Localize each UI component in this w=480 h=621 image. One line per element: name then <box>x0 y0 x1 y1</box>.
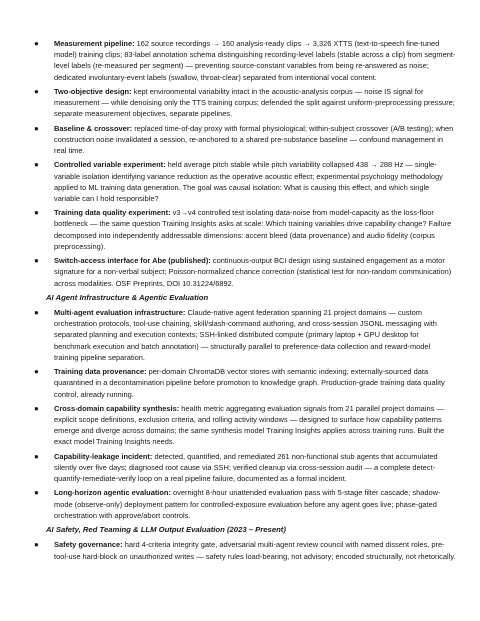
bullet-icon: ● <box>34 540 39 550</box>
list-item <box>34 403 456 448</box>
bullet-icon: ● <box>34 39 39 48</box>
item-text: per-domain ChromaDB vector stores with semantic indexing; externally-sourced data quarantined in a decontamination pipeline before promotion to knowledge graph. Production-grade training data quality control, already running. <box>54 367 445 399</box>
item-text: hard 4-criteria integrity gate, adversarial multi-agent review council with named dissent roles, pre-tool-use hard-block on unauthorized writes — safety rules load-bearing, not advisory; encoded structurally, not rhetorically. <box>54 540 456 561</box>
list-item <box>34 255 456 289</box>
list-item <box>34 366 456 400</box>
list-item <box>34 487 456 521</box>
research-bullet-list <box>34 38 456 289</box>
list-item <box>34 159 456 204</box>
section-heading-ai-safety: AI Safety, Red Teaming & LLM Output Evaluation (2023 – Present) <box>46 525 286 535</box>
item-text: Claude-native agent federation spanning 21 project domains — custom orchestration protocols, tool-use chaining, skill/slash-command authoring, and cross-session JSONL messaging with separated planning and execution contexts; SSH-linked distributed compute (primary laptop + GPU desktop for benchmark execution and batch annotation) — structurally parallel to preference-data collection and reward-model training pipeline separation. <box>54 308 437 362</box>
agent-bullet-list <box>34 307 456 521</box>
safety-bullet-list <box>34 539 456 561</box>
list-item <box>34 539 456 561</box>
item-title: Capability-leakage incident: <box>54 451 153 461</box>
item-title: Cross-domain capability synthesis: <box>54 403 180 413</box>
item-title: Training data provenance: <box>54 367 147 377</box>
list-item <box>34 307 456 363</box>
item-title: Measurement pipeline: <box>54 39 135 48</box>
bullet-icon: ● <box>34 308 39 318</box>
bullet-icon: ● <box>34 403 39 413</box>
item-text: held average pitch stable while pitch variability collapsed 438 → 288 Hz — single-variable isolation identifying variance reduction as the operative acoustic effect; experimental psychology methodology applied to ML training data generation. The goal was causal isolation: What is causing this effect, and which single variable can I hold responsible? <box>54 160 443 203</box>
item-title: Training data quality experiment: <box>54 208 171 218</box>
list-item <box>34 451 456 485</box>
bullet-icon: ● <box>34 488 39 498</box>
item-title: Two-objective design: <box>54 86 132 96</box>
list-item <box>34 38 456 83</box>
item-text: v3→v4 controlled test isolating data-noise from model-capacity as the loss-floor bottleneck — the same question Training Insights asks at scale: Which training variables drive capability change? Failure decomposed into independently addressable dimensions: accent bleed (data provenance) and audio fidelity (corpus preprocessing). <box>54 208 452 251</box>
item-text: 162 source recordings → 160 analysis-ready clips → 3,326 XTTS (text-to-speech fine-tuned model) training clips; 83-label annotation schema distinguishing recording-level labels (stable across a clip) from segment-level labels (re-measured per segment) — preventing source-constant variables from being re-answered as noise; dedicated involuntary-event labels (swallow, throat-clear) separated from intentional vocal content. <box>54 39 456 82</box>
item-title: Long-horizon agentic evaluation: <box>54 488 171 498</box>
item-text: detected, quantified, and remediated 261 non-functional stub agents that accumulated silently over five days; diagnosed root cause via SSH; verified cleanup via cross-session audit — a complete detect-quantify-remediate-verify loop on a real pipeline failure, documented as a formal incident. <box>54 451 438 484</box>
bullet-icon: ● <box>34 451 39 461</box>
item-text: health metric aggregating evaluation signals from 21 parallel project domains — explicit scope definitions, exclusion criteria, and rolling activity windows — designed to surface how capability patterns emerge and diverge across domains; the same synthesis model Training Insights applies across training runs. Built the exact model Training Insights needs. <box>54 403 445 447</box>
bullet-icon: ● <box>34 208 39 218</box>
bullet-icon: ● <box>34 86 39 96</box>
bullet-icon: ● <box>34 256 39 266</box>
bullet-icon: ● <box>34 367 39 377</box>
item-title: Switch-access interface for Abe (published): <box>54 256 211 266</box>
list-item <box>34 86 456 120</box>
item-title: Baseline & crossover: <box>54 123 133 133</box>
list-item <box>34 123 456 157</box>
bullet-icon: ● <box>34 160 39 170</box>
list-item <box>34 207 456 252</box>
item-text: kept environmental variability intact in the acoustic-analysis corpus — noise IS signal for measurement — while denoising only the TTS training corpus; defended the split against uniform-preprocessing pressure; separate measurement objectives, separate pipelines. <box>54 86 455 119</box>
bullet-icon: ● <box>34 123 39 133</box>
item-text: continuous-output BCI design using sustained engagement as a motor signature for a non-verbal subject; Poisson-normalized chance correction (statistical test for non-random communication) across modalities. OSF Preprints, DOI 10.31224/6892. <box>54 256 452 288</box>
item-title: Safety governance: <box>54 540 123 550</box>
item-text: replaced time-of-day proxy with formal physiological; within-subject crossover (A/B testing); when construction noise invalidated a session, re-anchored to a shared pre-substance baseline — confound management in real time. <box>54 123 454 156</box>
item-title: Controlled variable experiment: <box>54 160 166 170</box>
section-heading-agent-infrastructure: AI Agent Infrastructure & Agentic Evaluation <box>46 292 209 302</box>
item-text: overnight 8-hour unattended evaluation pass with 5-stage filter cascade; shadow-mode (observe-only) deployment pattern for controlled-exposure evaluation before any agent goes live; phase-gated orchestration with approve/abort controls. <box>54 488 441 520</box>
item-title: Multi-agent evaluation infrastructure: <box>54 308 186 318</box>
